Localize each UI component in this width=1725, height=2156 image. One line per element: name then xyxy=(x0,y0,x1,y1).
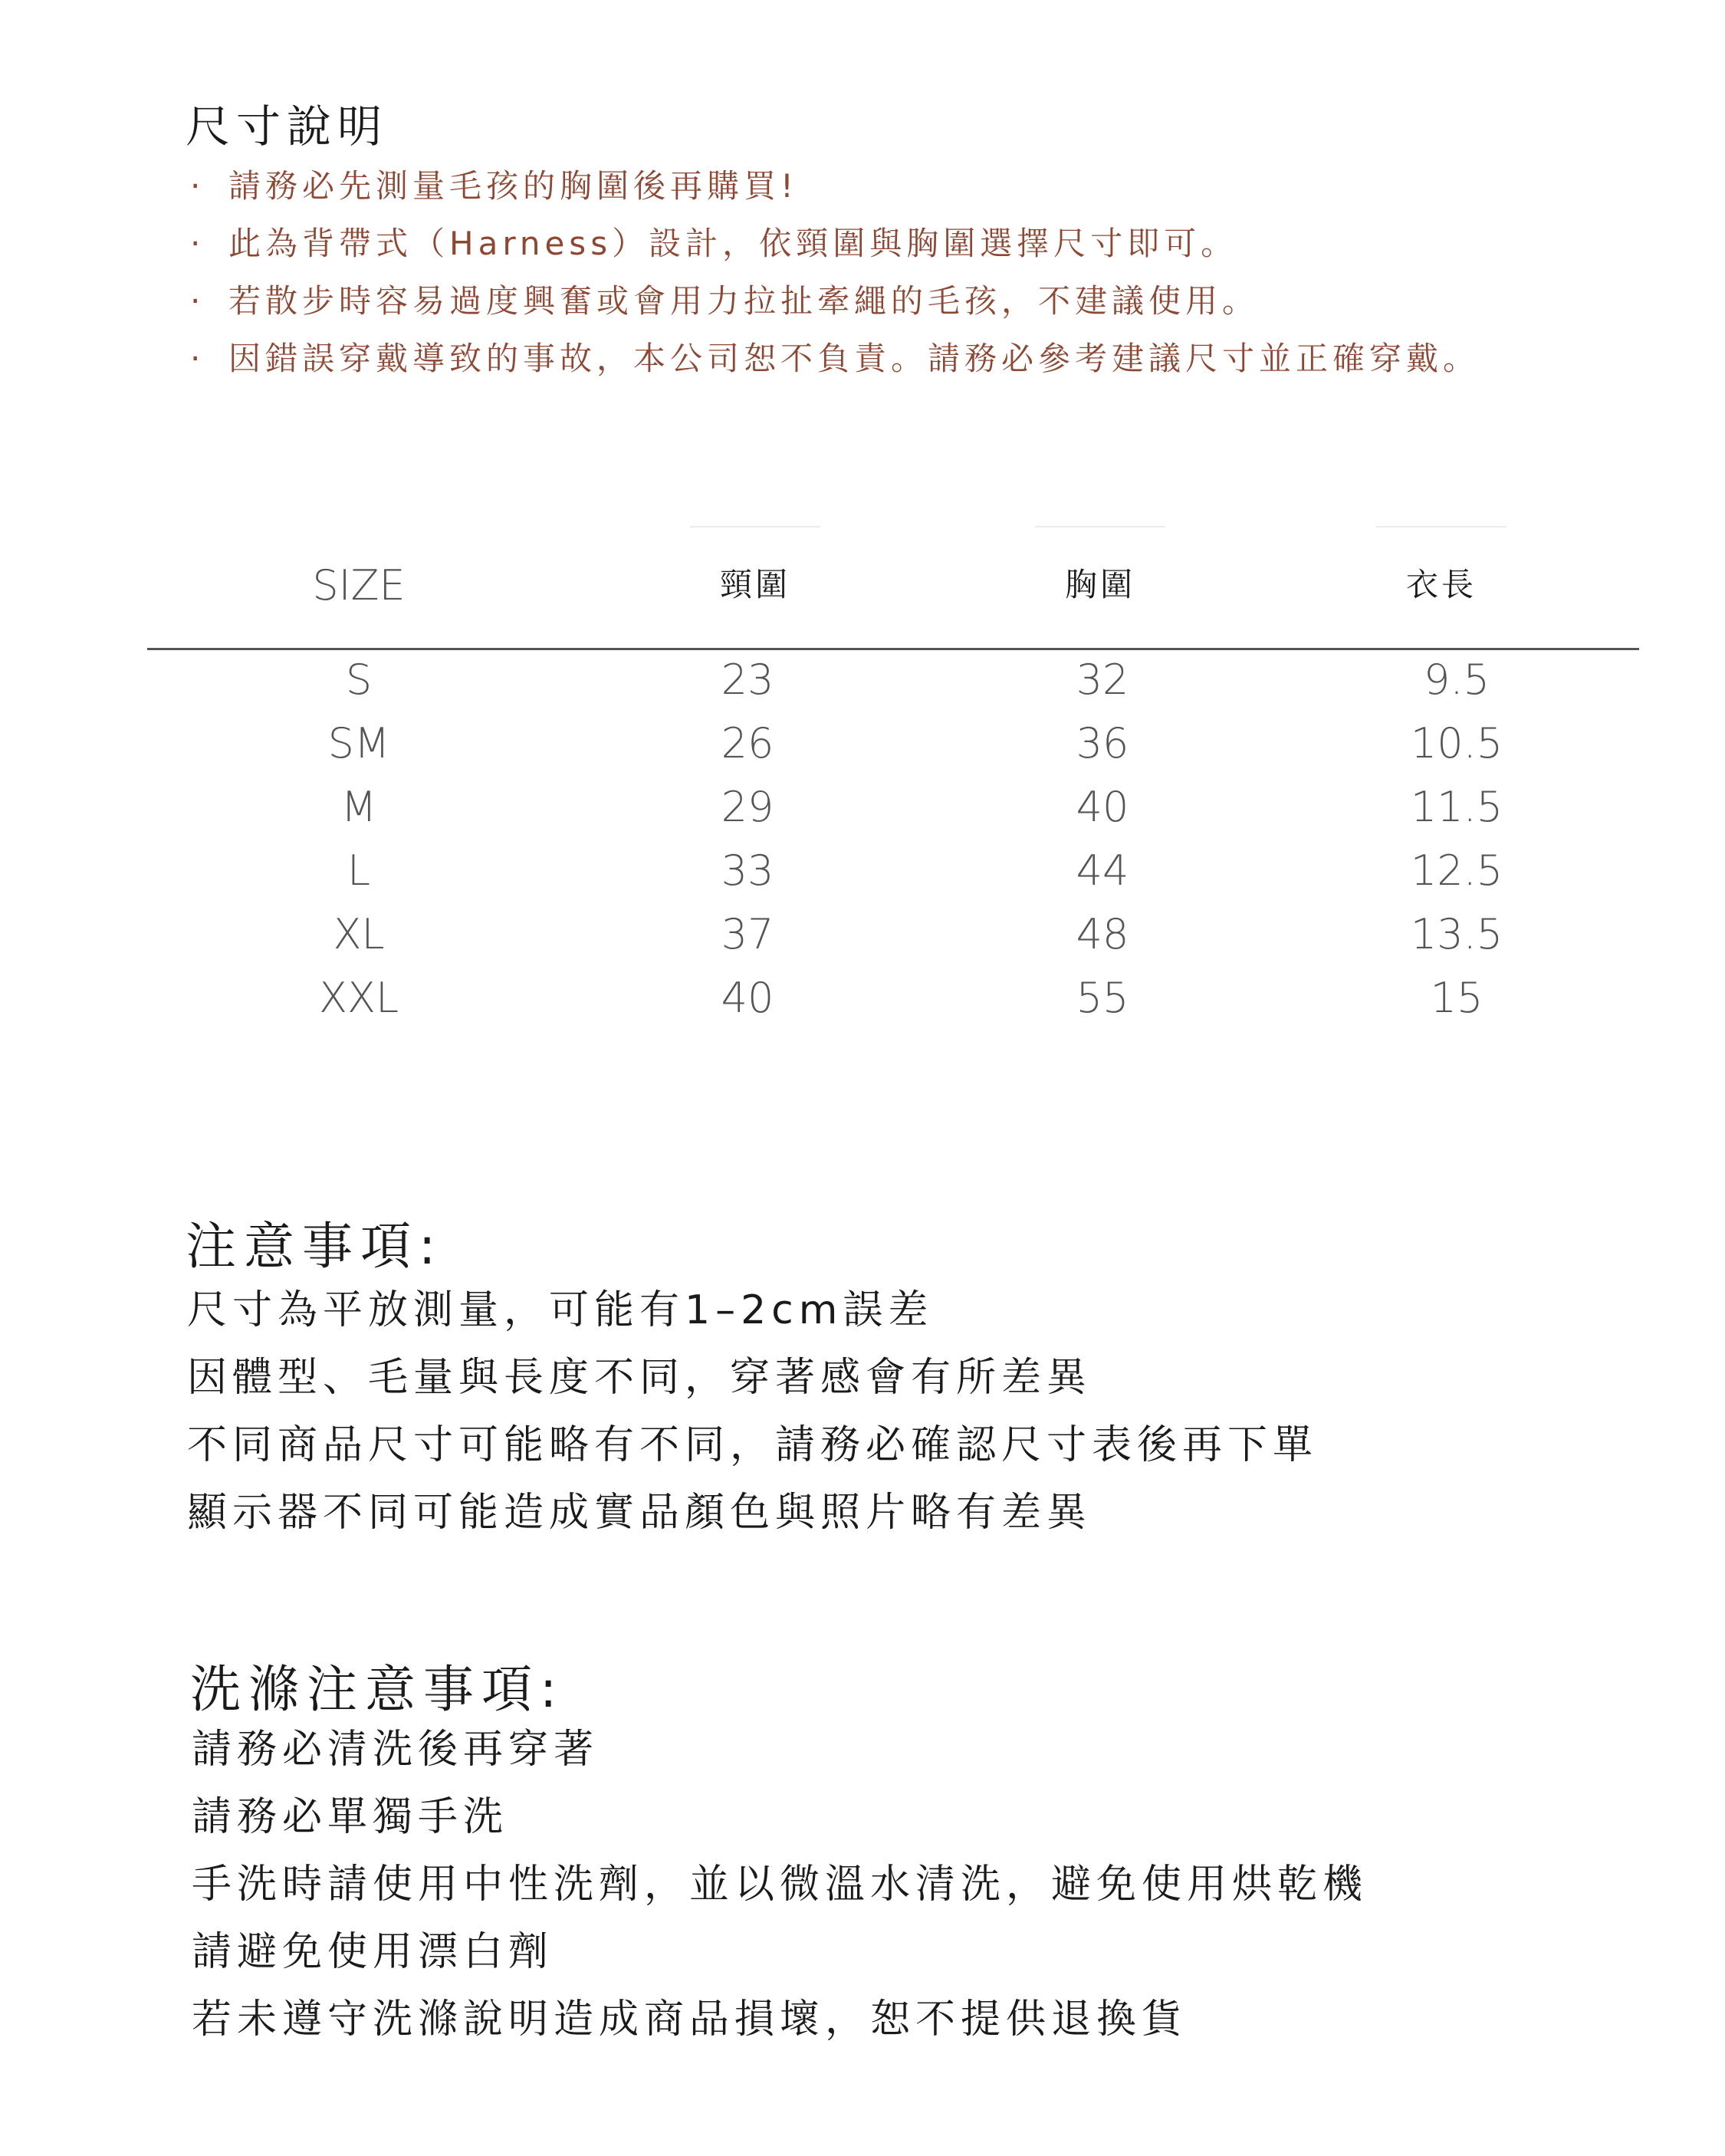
notice-item: 尺寸為平放測量，可能有1–2cm誤差 xyxy=(187,1287,934,1333)
notice-item: 因體型、毛量與長度不同，穿著感會有所差異 xyxy=(187,1355,1092,1401)
cell-chest: 40 xyxy=(1076,783,1129,831)
cell-size: SM xyxy=(327,719,390,767)
bullet-icon: · xyxy=(190,282,205,320)
cell-chest: 36 xyxy=(1076,719,1129,767)
washing-list xyxy=(192,1716,1368,2053)
washing-title: 洗滌注意事項: xyxy=(190,1660,565,1719)
washing-item: 若未遵守洗滌說明造成商品損壞，恕不提供退換貨 xyxy=(192,1997,1188,2043)
cell-size: M xyxy=(340,783,377,831)
header-accent-line xyxy=(690,526,820,527)
cell-neck: 40 xyxy=(721,974,774,1022)
cell-length: 11.5 xyxy=(1410,783,1503,831)
cell-chest: 44 xyxy=(1076,846,1129,895)
size-guide-notes xyxy=(190,157,1480,387)
washing-item: 請務必單獨手洗 xyxy=(192,1794,509,1840)
cell-chest: 55 xyxy=(1076,974,1129,1022)
header-accent-line xyxy=(1035,526,1165,527)
note-item: · 請務必先測量毛孩的胸圍後再購買! xyxy=(190,157,1480,215)
washing-item: 請務必清洗後再穿著 xyxy=(192,1727,600,1773)
cell-size: XL xyxy=(333,910,385,958)
cell-length: 12.5 xyxy=(1410,846,1503,895)
table-row xyxy=(0,846,1725,910)
cell-size: S xyxy=(345,656,373,704)
header-length: 衣長 xyxy=(1405,566,1477,603)
header-neck: 頸圍 xyxy=(719,566,791,603)
cell-neck: 29 xyxy=(721,783,774,831)
bullet-icon: · xyxy=(190,167,205,205)
cell-neck: 23 xyxy=(721,656,774,704)
notice-item: 顯示器不同可能造成實品顏色與照片略有差異 xyxy=(187,1490,1092,1536)
cell-size: XXL xyxy=(318,974,399,1022)
notice-list xyxy=(187,1277,1318,1546)
note-item: · 若散步時容易過度興奮或會用力拉扯牽繩的毛孩，不建議使用。 xyxy=(190,272,1480,330)
cell-neck: 26 xyxy=(721,719,774,767)
table-row xyxy=(0,656,1725,719)
cell-length: 15 xyxy=(1430,974,1484,1022)
table-row xyxy=(0,910,1725,974)
bullet-icon: · xyxy=(190,225,205,262)
note-item: · 因錯誤穿戴導致的事故，本公司恕不負責。請務必參考建議尺寸並正確穿戴。 xyxy=(190,330,1480,387)
table-row xyxy=(0,974,1725,1037)
cell-length: 13.5 xyxy=(1410,910,1503,958)
bullet-icon: · xyxy=(190,340,205,377)
cell-chest: 48 xyxy=(1076,910,1129,958)
notice-item: 不同商品尺寸可能略有不同，請務必確認尺寸表後再下單 xyxy=(187,1422,1319,1468)
notice-title: 注意事項: xyxy=(186,1217,444,1276)
table-row xyxy=(0,719,1725,783)
table-divider xyxy=(147,648,1639,650)
cell-length: 9.5 xyxy=(1424,656,1490,704)
header-size: SIZE xyxy=(312,561,406,610)
cell-size: L xyxy=(347,846,371,895)
header-accent-line xyxy=(1376,526,1506,527)
note-item: · 此為背帶式（Harness）設計，依頸圍與胸圍選擇尺寸即可。 xyxy=(190,215,1480,272)
table-row xyxy=(0,783,1725,846)
size-table xyxy=(0,521,1725,1027)
header-chest: 胸圍 xyxy=(1064,566,1136,603)
cell-neck: 37 xyxy=(721,910,774,958)
cell-length: 10.5 xyxy=(1410,719,1503,767)
cell-neck: 33 xyxy=(721,846,774,895)
size-guide-title: 尺寸說明 xyxy=(186,100,389,153)
washing-item: 請避免使用漂白劑 xyxy=(192,1929,554,1975)
cell-chest: 32 xyxy=(1076,656,1129,704)
washing-item: 手洗時請使用中性洗劑，並以微溫水清洗，避免使用烘乾機 xyxy=(192,1862,1368,1908)
